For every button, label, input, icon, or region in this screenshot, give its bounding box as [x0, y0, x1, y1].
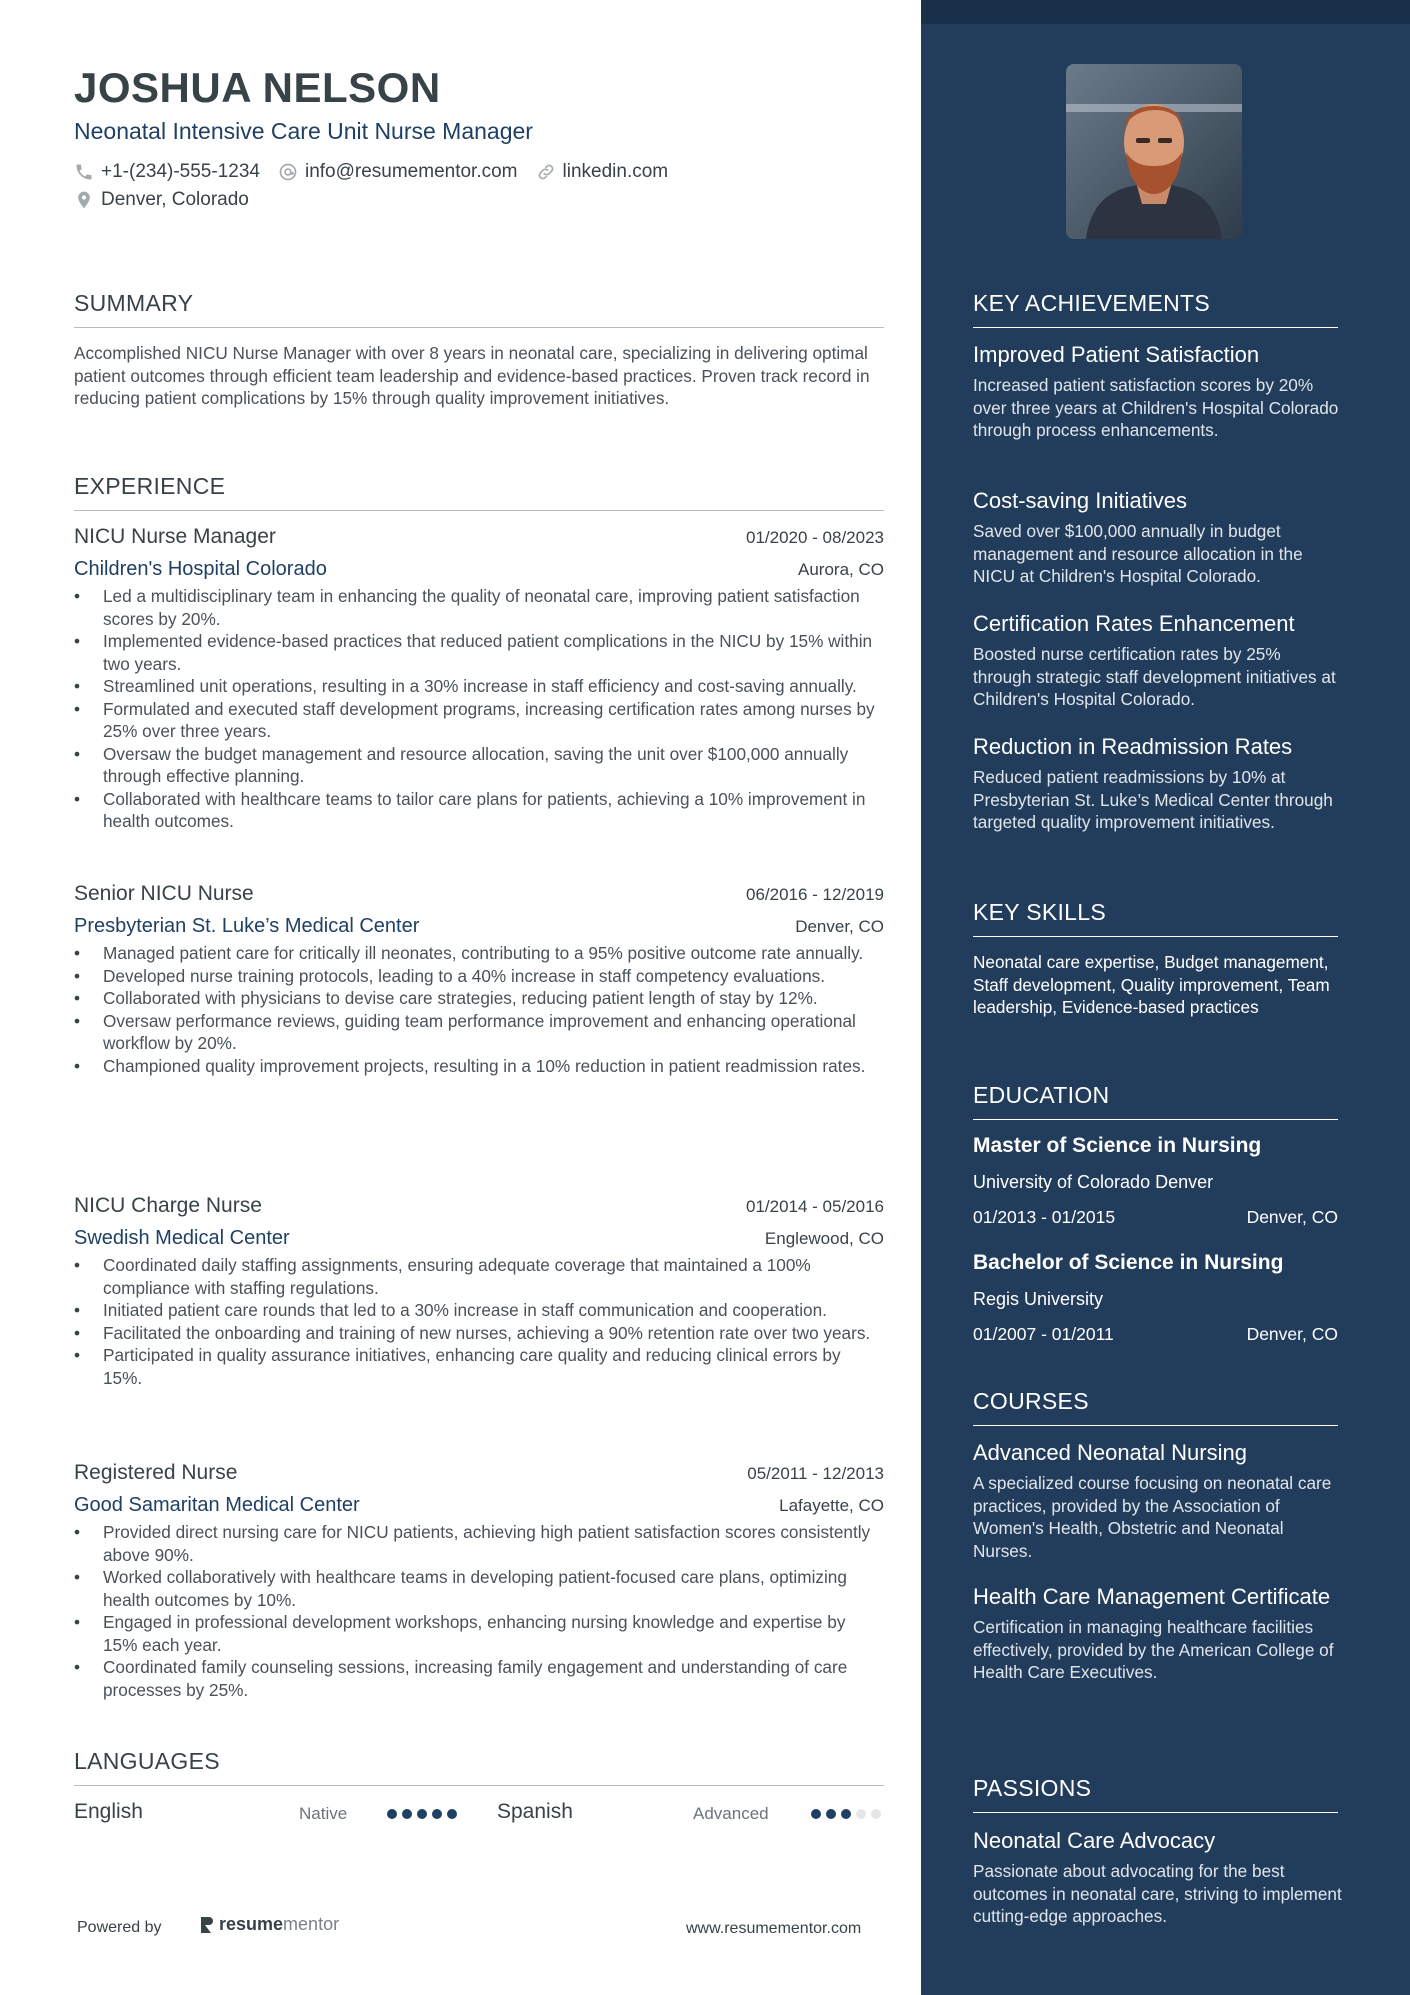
achievement-item	[973, 487, 1343, 588]
education-location: Denver, CO	[1246, 1324, 1338, 1344]
education-school: University of Colorado Denver	[973, 1172, 1214, 1192]
job-bullet: • Championed quality improvement projects, resulting in a 10% reduction in patient readmission rates.	[74, 1055, 884, 1078]
achievement-title: Certification Rates Enhancement	[973, 611, 1295, 636]
location-pin-icon	[74, 190, 94, 210]
language-rating	[387, 1809, 462, 1819]
achievement-title: Cost-saving Initiatives	[973, 488, 1187, 513]
rating-dot-filled	[432, 1809, 442, 1819]
achievement-item	[973, 733, 1343, 834]
rating-dot-filled	[841, 1809, 851, 1819]
rating-dot-filled	[447, 1809, 457, 1819]
job-bullet: • Managed patient care for critically ill neonates, contributing to a 95% positive outcome rate annually.	[74, 942, 884, 965]
language-name: English	[74, 1800, 143, 1823]
course-item	[973, 1583, 1343, 1684]
phone-icon	[74, 162, 94, 182]
education-dates: 01/2013 - 01/2015	[973, 1207, 1116, 1227]
logo-text-light: mentor	[283, 1914, 340, 1934]
education-item	[973, 1251, 1338, 1345]
course-item	[973, 1439, 1343, 1562]
job-bullet: • Streamlined unit operations, resulting in a 30% increase in staff efficiency and cost-saving annually.	[74, 675, 884, 698]
job-bullet: • Formulated and executed staff development programs, increasing certification rates among nurses by 25% over three years.	[74, 698, 884, 743]
rating-dot-filled	[826, 1809, 836, 1819]
job-title: Senior NICU Nurse	[74, 882, 254, 905]
job-bullet: • Implemented evidence-based practices that reduced patient complications in the NICU by 15% within two years.	[74, 630, 884, 675]
rating-dot-filled	[402, 1809, 412, 1819]
rating-dot-empty	[871, 1809, 881, 1819]
link-icon	[536, 162, 556, 182]
job-dates: 06/2016 - 12/2019	[745, 885, 884, 904]
summary-text: Accomplished NICU Nurse Manager with over 8 years in neonatal care, specializing in delivering optimal patient outcomes through efficient team leadership and evidence-based practices. Proven track record in reducing patient complications by 15% through quality improvement initiatives.	[74, 343, 870, 408]
job-location: Lafayette, CO	[779, 1496, 884, 1515]
skills-heading: KEY SKILLS	[973, 899, 1338, 937]
contact-location	[74, 189, 267, 211]
location-item	[74, 189, 249, 211]
achievement-item	[973, 610, 1343, 711]
job-company: Good Samaritan Medical Center	[74, 1494, 360, 1516]
course-text: A specialized course focusing on neonatal care practices, provided by the Association of Women's Health, Obstetric and Neonatal Nurses.	[973, 1473, 1332, 1561]
job-entry	[74, 525, 884, 833]
job-bullet: • Participated in quality assurance initiatives, enhancing care quality and reducing clinical errors by 15%.	[74, 1344, 884, 1389]
location-text: Denver, Colorado	[101, 189, 249, 210]
job-dates: 05/2011 - 12/2013	[747, 1464, 884, 1483]
language-name: Spanish	[497, 1800, 573, 1823]
job-bullet: • Oversaw the budget management and resource allocation, saving the unit over $100,000 annually through effective planning.	[74, 743, 884, 788]
courses-heading: COURSES	[973, 1388, 1338, 1426]
education-school: Regis University	[973, 1289, 1104, 1309]
education-dates: 01/2007 - 01/2011	[973, 1324, 1114, 1344]
job-company: Swedish Medical Center	[74, 1227, 290, 1249]
phone-text: +1-(234)-555-1234	[101, 161, 260, 182]
education-item	[973, 1134, 1338, 1228]
experience-heading: EXPERIENCE	[74, 473, 884, 511]
achievement-title: Reduction in Readmission Rates	[973, 734, 1293, 759]
sidebar-top-bar	[921, 0, 1410, 24]
language-level: Native	[299, 1804, 348, 1823]
contact-row	[74, 161, 686, 183]
profile-photo-illustration	[1066, 64, 1242, 239]
job-location: Denver, CO	[795, 917, 884, 936]
passion-item	[973, 1827, 1343, 1928]
logo-text-bold: resume	[219, 1914, 284, 1934]
achievement-text: Increased patient satisfaction scores by 20% over three years at Children's Hospital Colorado through process enhancements.	[973, 375, 1339, 440]
linkedin-text: linkedin.com	[562, 161, 669, 182]
education-degree: Master of Science in Nursing	[973, 1134, 1262, 1157]
job-bullets	[74, 1521, 884, 1701]
achievement-text: Reduced patient readmissions by 10% at Presbyterian St. Luke’s Medical Center through targeted quality improvement initiatives.	[973, 767, 1333, 832]
contact-email[interactable]	[278, 161, 518, 183]
course-title: Advanced Neonatal Nursing	[973, 1440, 1247, 1465]
job-bullet: • Worked collaboratively with healthcare teams in developing patient-focused care plans, optimizing health outcomes by 10%.	[74, 1566, 884, 1611]
candidate-role: Neonatal Intensive Care Unit Nurse Manager	[74, 118, 533, 144]
job-entry	[74, 882, 884, 1077]
job-bullets	[74, 1254, 884, 1389]
resumementor-logo-icon	[199, 1915, 215, 1935]
job-title: NICU Charge Nurse	[74, 1194, 262, 1217]
contact-linkedin[interactable]	[536, 161, 669, 183]
achievement-text: Saved over $100,000 annually in budget management and resource allocation in the NICU at Children's Hospital Colorado.	[973, 521, 1303, 586]
skills-text: Neonatal care expertise, Budget management, Staff development, Quality improvement, Team leadership, Evidence-based practices	[973, 952, 1330, 1017]
job-bullet: • Initiated patient care rounds that led to a 30% increase in staff communication and cooperation.	[74, 1299, 884, 1322]
job-bullet: • Coordinated family counseling sessions, increasing family engagement and understanding of care processes by 25%.	[74, 1656, 884, 1701]
job-bullet: • Developed nurse training protocols, leading to a 40% increase in staff competency evaluations.	[74, 965, 884, 988]
education-location: Denver, CO	[1246, 1207, 1338, 1227]
language-level: Advanced	[693, 1804, 769, 1823]
sidebar	[921, 0, 1410, 1995]
achievements-heading: KEY ACHIEVEMENTS	[973, 290, 1338, 328]
education-degree: Bachelor of Science in Nursing	[973, 1251, 1284, 1274]
rating-dot-filled	[811, 1809, 821, 1819]
job-bullet: • Collaborated with physicians to devise care strategies, reducing patient length of stay by 12%.	[74, 987, 884, 1010]
candidate-name: JOSHUA NELSON	[74, 64, 441, 111]
job-dates: 01/2014 - 05/2016	[745, 1197, 884, 1216]
job-bullet: • Facilitated the onboarding and training of new nurses, achieving a 90% retention rate over two years.	[74, 1322, 884, 1345]
footer-powered-by: Powered by	[77, 1919, 162, 1936]
achievement-item	[973, 341, 1343, 442]
passion-text: Passionate about advocating for the best outcomes in neonatal care, striving to implement cutting-edge approaches.	[973, 1861, 1342, 1926]
job-bullet: • Provided direct nursing care for NICU patients, achieving high patient satisfaction scores consistently above 90%.	[74, 1521, 884, 1566]
profile-photo	[1066, 64, 1242, 239]
rating-dot-filled	[417, 1809, 427, 1819]
job-location: Englewood, CO	[764, 1229, 884, 1248]
job-entry	[74, 1194, 884, 1389]
job-bullets	[74, 942, 884, 1077]
course-text: Certification in managing healthcare facilities effectively, provided by the American College of Health Care Executives.	[973, 1617, 1334, 1682]
passion-title: Neonatal Care Advocacy	[973, 1828, 1216, 1853]
job-bullet: • Coordinated daily staffing assignments, ensuring adequate coverage that maintained a 100% compliance with staffing regulations.	[74, 1254, 884, 1299]
course-title: Health Care Management Certificate	[973, 1584, 1331, 1609]
languages-heading: LANGUAGES	[74, 1748, 884, 1786]
job-title: Registered Nurse	[74, 1461, 238, 1484]
job-company: Children's Hospital Colorado	[74, 558, 327, 580]
email-text: info@resumementor.com	[304, 161, 518, 182]
summary-heading: SUMMARY	[74, 290, 884, 328]
achievement-text: Boosted nurse certification rates by 25% through strategic staff development initiatives at Children's Hospital Colorado.	[973, 644, 1336, 709]
job-entry	[74, 1461, 884, 1701]
job-dates: 01/2020 - 08/2023	[745, 528, 884, 547]
language-rating	[811, 1809, 886, 1819]
achievement-title: Improved Patient Satisfaction	[973, 342, 1260, 367]
job-bullets	[74, 585, 884, 833]
contact-phone[interactable]	[74, 161, 260, 183]
footer-url[interactable]: www.resumementor.com	[686, 1920, 862, 1937]
job-location: Aurora, CO	[798, 560, 884, 579]
job-bullet: • Oversaw performance reviews, guiding team performance improvement and enhancing operational workflow by 20%.	[74, 1010, 884, 1055]
job-bullet: • Engaged in professional development workshops, enhancing nursing knowledge and expertise by 15% each year.	[74, 1611, 884, 1656]
job-title: NICU Nurse Manager	[74, 525, 276, 548]
job-bullet: • Led a multidisciplinary team in enhancing the quality of neonatal care, improving patient satisfaction scores by 20%.	[74, 585, 884, 630]
rating-dot-filled	[387, 1809, 397, 1819]
languages-row	[74, 1800, 884, 1830]
job-bullet: • Collaborated with healthcare teams to tailor care plans for patients, achieving a 10% improvement in health outcomes.	[74, 788, 884, 833]
job-company: Presbyterian St. Luke’s Medical Center	[74, 915, 420, 937]
footer-logo[interactable]	[199, 1914, 339, 1935]
education-heading: EDUCATION	[973, 1082, 1338, 1120]
passions-heading: PASSIONS	[973, 1775, 1338, 1813]
rating-dot-empty	[856, 1809, 866, 1819]
at-icon	[278, 162, 298, 182]
